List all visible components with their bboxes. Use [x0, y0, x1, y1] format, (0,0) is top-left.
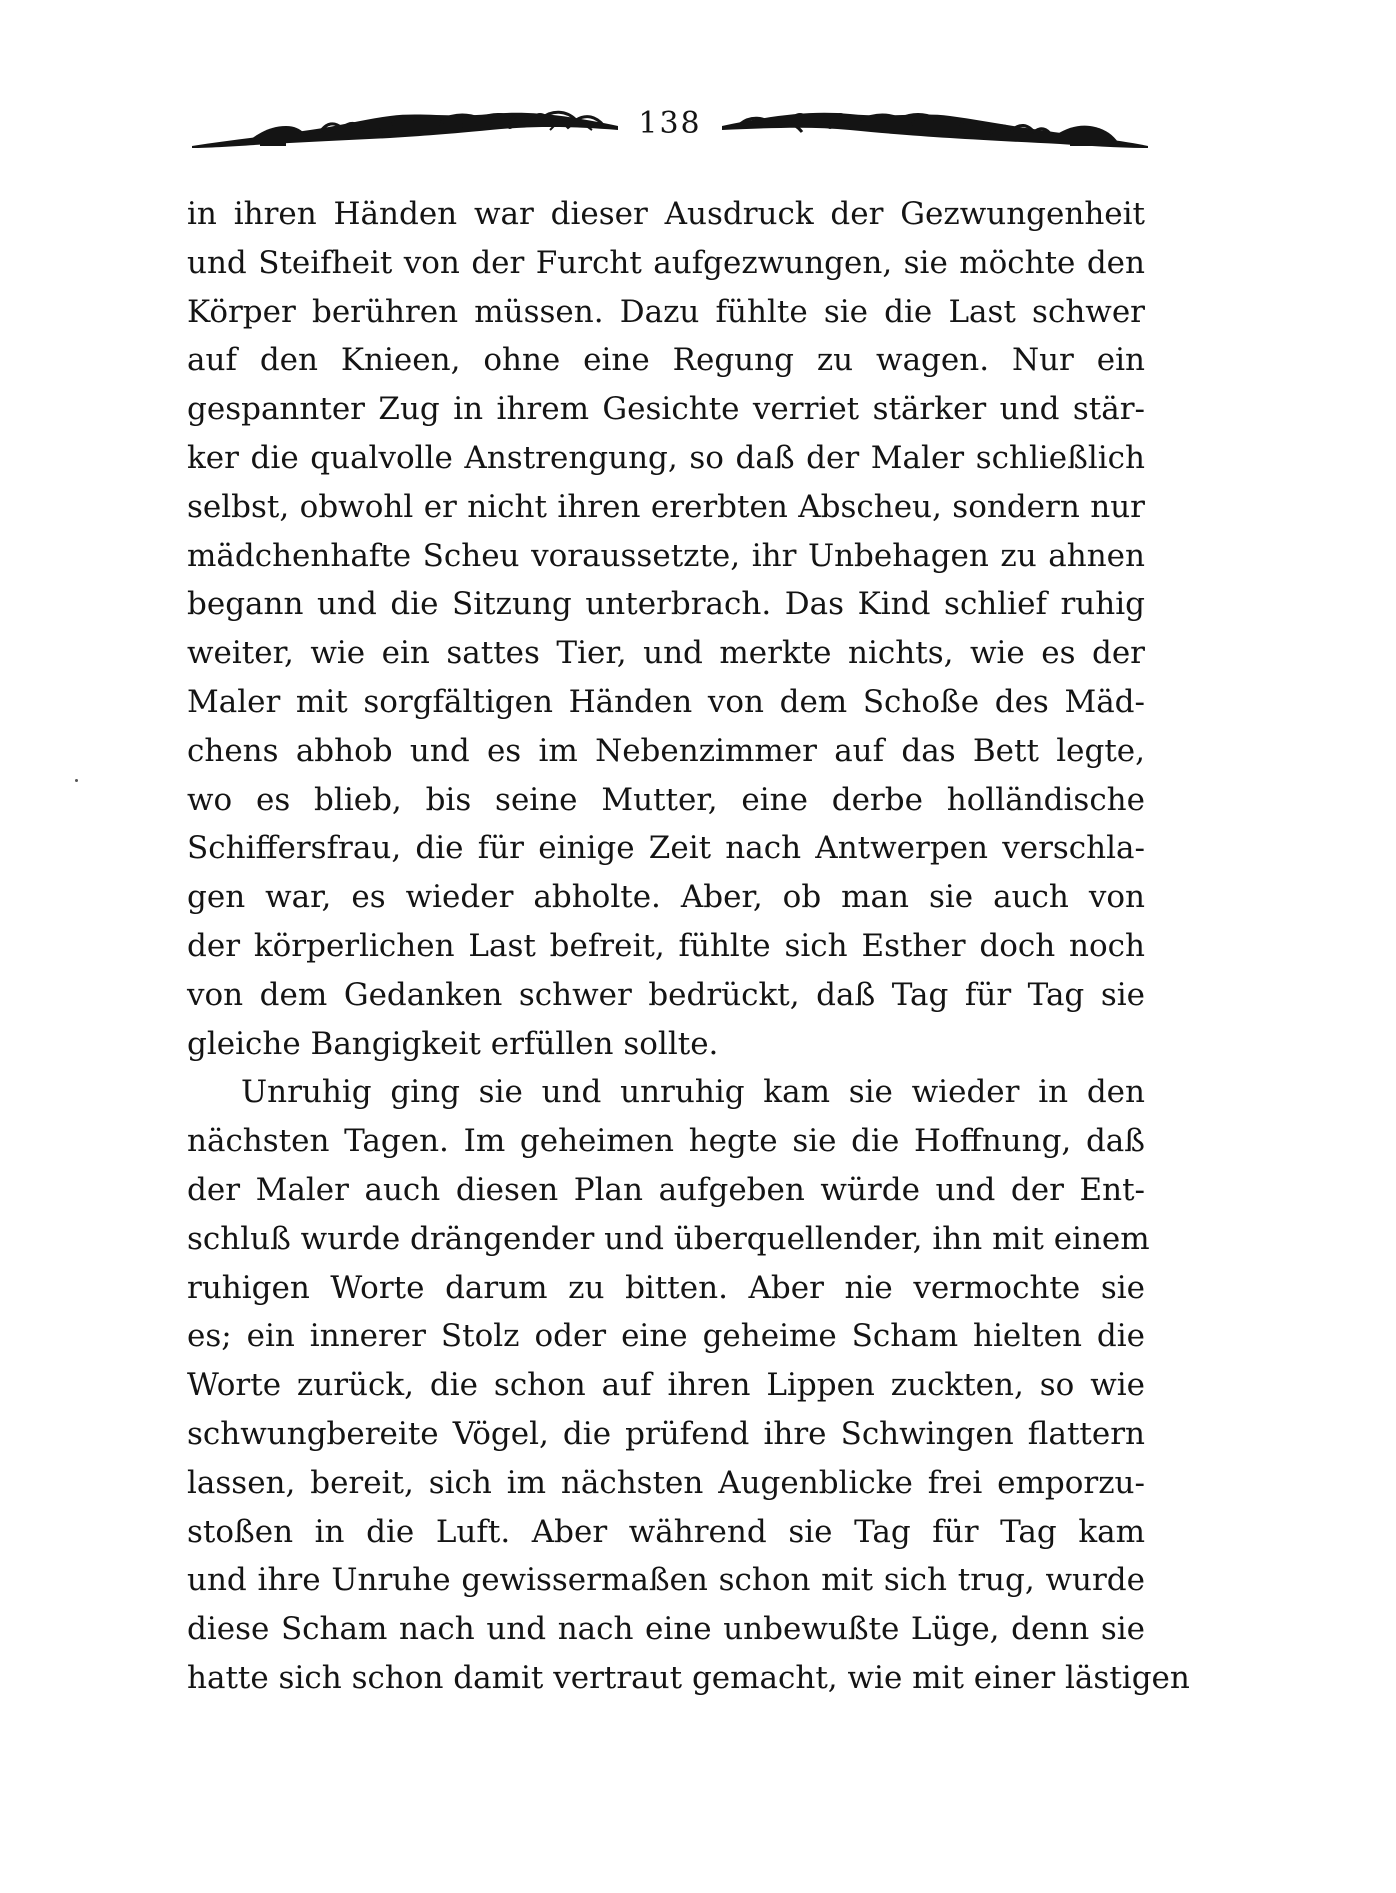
text-line: und Steifheit von der Furcht aufgezwungen, sie möchte den	[187, 244, 1145, 281]
text-line: diese Scham nach und nach eine unbewußte Lüge, denn sie	[187, 1611, 1145, 1648]
text-line: ker die qualvolle Anstrengung, so daß der Maler schließlich	[187, 439, 1145, 476]
text-line: schluß wurde drängender und überquellender, ihn mit einem	[187, 1220, 1150, 1257]
text-line: mädchenhafte Scheu voraussetzte, ihr Unbehagen zu ahnen	[187, 537, 1145, 574]
text-line: es; ein innerer Stolz oder eine geheime Scham hielten die	[187, 1318, 1145, 1355]
text-line: gen war, es wieder abholte. Aber, ob man sie auch von	[187, 879, 1145, 916]
page-header	[190, 96, 1150, 156]
text-line: nächsten Tagen. Im geheimen hegte sie die Hoffnung, daß	[187, 1123, 1145, 1160]
text-line: weiter, wie ein sattes Tier, und merkte nichts, wie es der	[187, 635, 1145, 672]
text-line: wo es blieb, bis seine Mutter, eine derbe holländische	[187, 781, 1145, 818]
text-line: Körper berühren müssen. Dazu fühlte sie die Last schwer	[187, 293, 1145, 330]
text-line: Maler mit sorgfältigen Händen von dem Schoße des Mäd-	[187, 683, 1145, 720]
text-line: gespannter Zug in ihrem Gesichte verriet stärker und stär-	[187, 391, 1145, 428]
text-line: selbst, obwohl er nicht ihren ererbten Abscheu, sondern nur	[187, 488, 1145, 525]
text-line: Worte zurück, die schon auf ihren Lippen zuckten, so wie	[187, 1367, 1145, 1404]
page-number: 138	[638, 106, 702, 141]
text-line: begann und die Sitzung unterbrach. Das Kind schlief ruhig	[187, 586, 1145, 623]
text-line: schwungbereite Vögel, die prüfend ihre Schwingen flattern	[187, 1415, 1145, 1452]
text-line: Unruhig ging sie und unruhig kam sie wieder in den	[241, 1074, 1145, 1111]
text-line: und ihre Unruhe gewissermaßen schon mit sich trug, wurde	[187, 1562, 1145, 1599]
text-line: hatte sich schon damit vertraut gemacht, wie mit einer lästigen	[187, 1659, 1190, 1696]
landscape-vignette-icon	[720, 96, 1150, 156]
landscape-vignette-icon	[190, 96, 620, 156]
text-line: stoßen in die Luft. Aber während sie Tag für Tag kam	[187, 1513, 1145, 1550]
text-line: in ihren Händen war dieser Ausdruck der Gezwungenheit	[187, 196, 1145, 232]
text-line: ruhigen Worte darum zu bitten. Aber nie vermochte sie	[187, 1269, 1145, 1306]
text-line: der körperlichen Last befreit, fühlte sich Esther doch noch	[187, 927, 1145, 964]
text-line: von dem Gedanken schwer bedrückt, daß Tag für Tag sie	[187, 976, 1145, 1013]
margin-speck	[75, 779, 78, 782]
text-line: auf den Knieen, ohne eine Regung zu wagen. Nur ein	[187, 342, 1145, 379]
text-line: chens abhob und es im Nebenzimmer auf das Bett legte,	[187, 732, 1145, 769]
text-line: der Maler auch diesen Plan aufgeben würde und der Ent-	[187, 1171, 1145, 1208]
text-line: lassen, bereit, sich im nächsten Augenblicke frei emporzu-	[187, 1464, 1145, 1501]
text-line: gleiche Bangigkeit erfüllen sollte.	[187, 1025, 719, 1062]
body-text	[187, 190, 1190, 1703]
text-line: Schiffersfrau, die für einige Zeit nach Antwerpen verschla-	[187, 830, 1145, 867]
